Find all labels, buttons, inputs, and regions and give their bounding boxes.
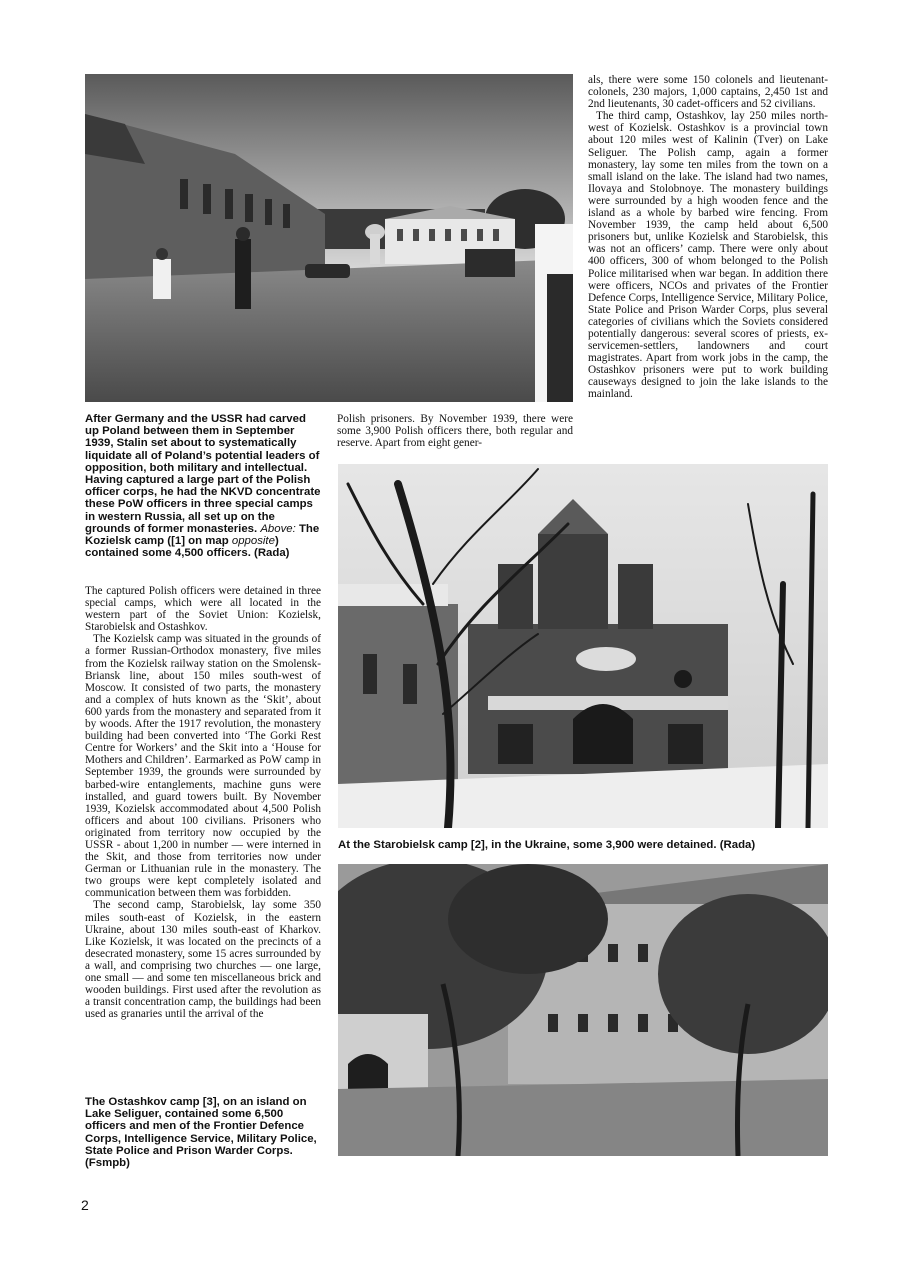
body-paragraph-3: The second camp, Starobielsk, lay some 350 miles south-east of Kozielsk, in the eastern Ukraine, about 130 miles south-east of Kharkov. Like Kozielsk, it was located on the precincts of a desecrated monastery, some 15 acres surrounded by a wall, and comprising two churches — one large, one small — and some ten miscellaneous brick and wooden buildings. First used after the revolution as a transit concentration camp, the buildings had been used as granaries until the arrival of the	[85, 899, 321, 1021]
starobielsk-church-photo	[338, 464, 828, 828]
body-paragraph-1: The captured Polish officers were detained in three special camps, which were all located in the western part of the Soviet Union: Kozielsk, Starobielsk and Ostashkov.	[85, 585, 321, 634]
kozielsk-courtyard-photo	[85, 74, 573, 402]
ostashkov-building-photo	[338, 864, 828, 1156]
kozielsk-caption-part3: ) contained some 4,500 officers. (Rada)	[85, 535, 290, 560]
kozielsk-caption-opposite: opposite	[231, 535, 275, 548]
kozielsk-caption-part1: After Germany and the USSR had carved up Poland between them in September 1939, Stalin set about to systematically liquidate all of Poland’s potential leaders of opposition, both military and intellectual. Having captured a large part of the Polish officer corps, he had the NKVD concentrate these PoW officers in three special camps in western Russia, all set up on the grounds of former monasteries.	[85, 413, 321, 535]
kozielsk-caption	[85, 413, 321, 559]
body-column-3	[588, 74, 828, 401]
body-paragraph-4: The third camp, Ostashkov, lay 250 miles north-west of Kozielsk. Ostashkov is a provincial town about 120 miles west of Kalinin (Tver) on Lake Seliguer. The Polish camp, again a former monastery, lay some ten miles from the town on a small island on the lake. The island had two names, Ilovaya and Stolobnoye. The monastery buildings were surrounded by a high wooden fence and the island as a whole by barbed wire fencing. From November 1939, the camp held about 6,500 prisoners but, unlike Kozielsk and Starobielsk, this was not an officers’ camp. There were only about 400 officers, 300 of whom belonged to the Polish Police militarised when war began. In addition there were officers, NCOs and privates of the Frontier Defence Corps, Intelligence Service, Military Police, State Police and Prison Warder Corps, plus several categories of civilians which the Soviets considered potentially dangerous: several scores of priests, ex-servicemen-settlers, landowners and court magistrates. Apart from work jobs in the camp, the Ostashkov prisoners were put to work building causeways designed to join the lake islands to the mainland.	[588, 110, 828, 401]
kozielsk-caption-part2: The Kozielsk camp ([1] on map	[85, 522, 320, 548]
body-paragraph-2: The Kozielsk camp was situated in the grounds of a former Russian-Orthodox monastery, five miles from the Kozielsk railway station on the Smolensk-Briansk line, about 150 miles south-west of Moscow. It consisted of two parts, the monastery and a complex of huts known as the ‘Skit’, about 600 yards from the monastery and separated from it by woods. After the 1917 revolution, the monastery building had been converted into ‘The Gorki Rest Centre for Workers’ and the Skit into a ‘House for Mothers and Children’. Earmarked as PoW camp in September 1939, the grounds were surrounded by barbed-wire entanglements, machine guns were installed, and guard towers built. By November 1939, Kozielsk accommodated about 4,500 Polish officers and about 100 civilians. Prisoners who originated from territory now occupied by the USSR - about 1,200 in number — were interned in the Skit, and those from territories now under German or Lithuanian rule in the monastery. The two groups were kept completely isolated and communication between them was forbidden.	[85, 633, 321, 900]
ostashkov-caption: The Ostashkov camp [3], on an island on Lake Seliguer, contained some 6,500 officers and men of the Frontier Defence Corps, Intelligence Service, Military Police, State Police and Prison Warder Corps. (Fsmpb)	[85, 1096, 317, 1170]
kozielsk-caption-above: Above:	[260, 522, 296, 535]
body-column-1	[85, 585, 321, 1020]
body-paragraph-3-cont2: als, there were some 150 colonels and lieutenant-colonels, 230 majors, 1,000 captains, 2,450 1st and 2nd lieutenants, 30 cadet-officers and 52 civilians.	[588, 74, 828, 111]
body-column-2	[337, 413, 573, 449]
starobielsk-caption: At the Starobielsk camp [2], in the Ukraine, some 3,900 were detained. (Rada)	[338, 839, 756, 851]
page-number: 2	[81, 1197, 89, 1213]
body-paragraph-3-cont: Polish prisoners. By November 1939, there were some 3,900 Polish officers there, both regular and reserve. Apart from eight gener-	[337, 413, 573, 450]
